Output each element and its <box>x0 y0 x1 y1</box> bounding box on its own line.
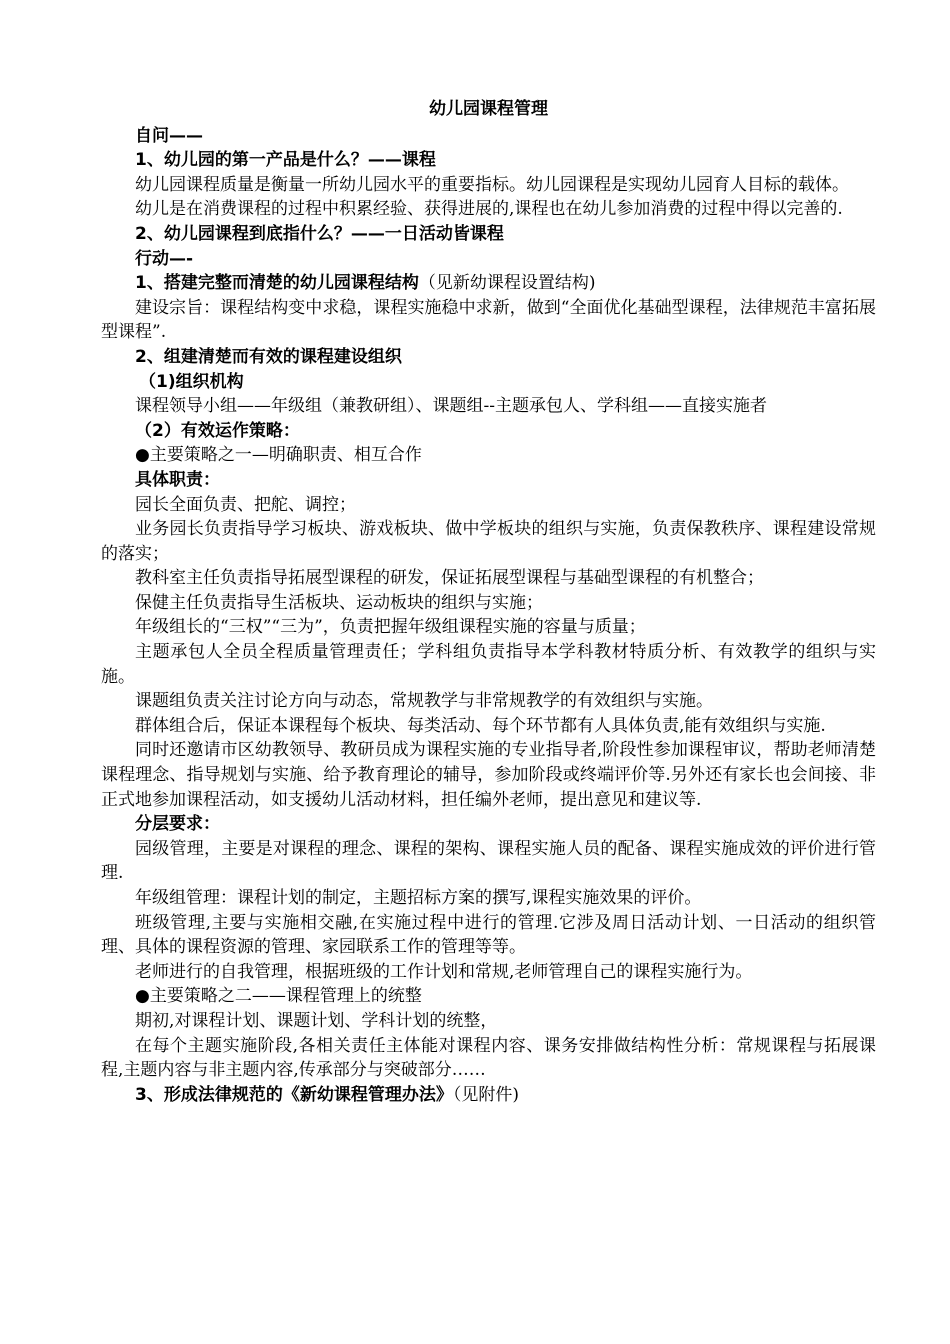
paragraph-text: 业务园长负责指导学习板块、游戏板块、做中学板块的组织与实施，负责保教秩序、课程建设常规的落实； <box>101 519 876 564</box>
section-heading <box>101 419 876 444</box>
paragraph-text: （2）有效运作策略： <box>135 420 300 441</box>
paragraph-text: 主题承包人全员全程质量管理责任；学科组负责指导本学科教材特质分析、有效教学的组织与实施。 <box>101 642 876 687</box>
paragraph <box>101 591 876 616</box>
paragraph <box>101 394 876 419</box>
paragraph-text: 2、幼儿园课程到底指什么？——一日活动皆课程 <box>135 223 504 244</box>
section-heading <box>101 124 876 149</box>
paragraph-text: 3、形成法律规范的《新幼课程管理办法》 <box>135 1084 453 1105</box>
paragraph-text: 1、搭建完整而清楚的幼儿园课程结构 <box>135 273 419 294</box>
paragraph <box>101 640 876 689</box>
paragraph <box>101 911 876 960</box>
paragraph <box>101 197 876 222</box>
paragraph-text: 班级管理,主要与实施相交融,在实施过程中进行的管理.它涉及周日活动计划、一日活动的组织管理、具体的课程资源的管理、家园联系工作的管理等等。 <box>101 912 876 958</box>
section-heading <box>101 271 876 296</box>
paragraph-text: （1)组织机构 <box>139 371 244 392</box>
section-heading <box>101 812 876 837</box>
document-page <box>101 97 876 1107</box>
paragraph-text: 群体组合后，保证本课程每个板块、每类活动、每个环节都有人具体负责,能有效组织与实施. <box>135 715 826 736</box>
paragraph-text: 具体职责： <box>135 469 220 490</box>
section-heading <box>101 222 876 247</box>
paragraph <box>101 566 876 591</box>
paragraph-note: （见附件) <box>452 1084 519 1105</box>
paragraph-text: 2、组建清楚而有效的课程建设组织 <box>135 346 402 367</box>
paragraph-text: 保健主任负责指导生活板块、运动板块的组织与实施； <box>135 592 543 613</box>
section-heading <box>101 1083 876 1108</box>
paragraph <box>101 1034 876 1083</box>
paragraph-text: ●主要策略之二——课程管理上的统整 <box>135 986 422 1007</box>
paragraph <box>101 714 876 739</box>
paragraph-text: 课题组负责关注讨论方向与动态，常规教学与非常规教学的有效组织与实施。 <box>135 691 713 712</box>
paragraph-text: 课程领导小组——年级组（兼教研组）、课题组--主题承包人、学科组——直接实施者 <box>135 396 767 417</box>
paragraph-text: 幼儿园课程质量是衡量一所幼儿园水平的重要指标。幼儿园课程是实现幼儿园育人目标的载体。 <box>135 174 849 195</box>
paragraph <box>101 615 876 640</box>
paragraph <box>101 493 876 518</box>
paragraph-text: 自问—— <box>135 125 203 146</box>
paragraph <box>101 296 876 345</box>
paragraph-text: 年级组管理：课程计划的制定，主题招标方案的撰写,课程实施效果的评价。 <box>135 888 702 908</box>
section-heading <box>101 345 876 370</box>
paragraph <box>101 738 876 812</box>
paragraph-text: 幼儿是在消费课程的过程中积累经验、获得进展的,课程也在幼儿参加消费的过程中得以完善的. <box>135 199 843 220</box>
paragraph <box>101 886 876 911</box>
paragraph <box>101 960 876 985</box>
section-heading <box>101 148 876 173</box>
paragraph <box>101 173 876 198</box>
paragraph-text: 教科室主任负责指导拓展型课程的研发，保证拓展型课程与基础型课程的有机整合； <box>135 568 764 589</box>
paragraph-text: 老师进行的自我管理，根据班级的工作计划和常规,老师管理自己的课程实施行为。 <box>135 961 753 982</box>
paragraph <box>101 1009 876 1034</box>
paragraph-text: 建设宗旨：课程结构变中求稳，课程实施稳中求新，做到“全面优化基础型课程，法律规范丰富拓展型课程”. <box>101 297 876 343</box>
paragraph-text: 分层要求： <box>135 814 220 835</box>
paragraph-text: 期初,对课程计划、课题计划、学科计划的统整， <box>135 1010 498 1031</box>
paragraph-text: 在每个主题实施阶段,各相关责任主体能对课程内容、课务安排做结构性分析：常规课程与拓展课程,主题内容与非主题内容,传承部分与突破部分…… <box>101 1035 876 1081</box>
section-heading <box>101 468 876 493</box>
section-heading <box>101 370 876 395</box>
paragraph-text: 行动—- <box>135 248 194 269</box>
paragraph-note: （见新幼课程设置结构) <box>418 273 596 294</box>
paragraph-text: 园级管理，主要是对课程的理念、课程的架构、课程实施人员的配备、课程实施成效的评价进行管理. <box>101 838 876 884</box>
paragraph-text: 年级组长的“三权”“三为”，负责把握年级组课程实施的容量与质量； <box>135 617 646 638</box>
paragraph-text: ●主要策略之一—明确职责、相互合作 <box>135 445 422 466</box>
paragraph <box>101 837 876 886</box>
paragraph-text: 同时还邀请市区幼教领导、教研员成为课程实施的专业指导者,阶段性参加课程审议，帮助老师清楚课程理念、指导规划与实施、给予教育理论的辅导，参加阶段或终端评价等.另外还有家长也会间接、非正式地参加课程活动，如支援幼儿活动材料，担任编外老师，提出意见和建议等. <box>101 740 876 810</box>
page-title: 幼儿园课程管理 <box>429 99 548 119</box>
paragraph <box>101 443 876 468</box>
document-body <box>101 124 876 1108</box>
paragraph <box>101 984 876 1009</box>
paragraph-text: 园长全面负责、把舵、调控； <box>135 494 356 515</box>
paragraph <box>101 517 876 566</box>
section-heading <box>101 247 876 272</box>
paragraph-text: 1、幼儿园的第一产品是什么？——课程 <box>135 150 436 171</box>
paragraph <box>101 689 876 714</box>
